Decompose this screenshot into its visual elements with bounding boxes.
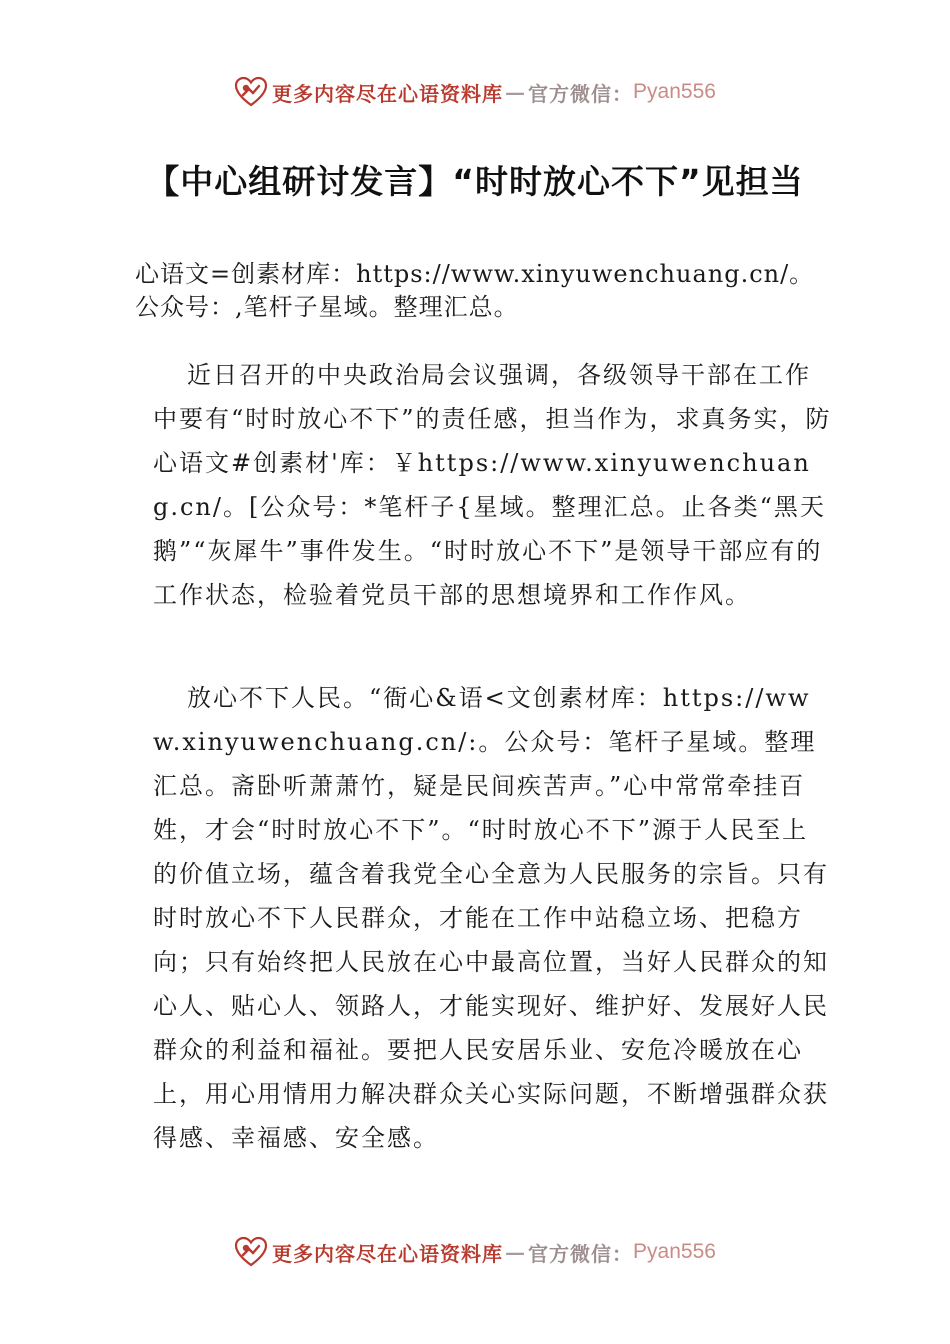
heart-logo-icon xyxy=(234,1235,268,1269)
paragraph-2: 放心不下人民。“衙心&语<文创素材库：https://www.xinyuwenchuang.cn/:。公众号：笔杆子星域。整理汇总。斋卧听萧萧竹，疑是民间疾苦声。”心中常常牵挂百姓，才会“时时放心不下”。“时时放心不下”源于人民至上的价值立场，蕴含着我党全心全意为人民服务的宗旨。只有时时放心不下人民群众，才能在工作中站稳立场、把稳方向；只有始终把人民放在心中最高位置，当好人民群众的知心人、贴心人、领路人，才能实现好、维护好、发展好人民群众的利益和福祉。要把人民安居乐业、安危冷暖放在心上，用心用情用力解决群众关心实际问题，不断增强群众获得感、幸福感、安全感。 xyxy=(153,684,829,1152)
heart-logo-icon xyxy=(234,75,268,109)
footer-banner xyxy=(0,1232,950,1272)
banner-wechat-label: 官方微信： xyxy=(528,81,634,106)
banner-dash: — xyxy=(505,80,527,104)
banner-wechat-label: 官方微信： xyxy=(528,1241,634,1266)
paragraph-1: 近日召开的中央政治局会议强调，各级领导干部在工作中要有“时时放心不下”的责任感，担当作为，求真务实，防心语文#创素材'库：￥https://www.xinyuwenchuang.cn/。[公众号：*笔杆子{星域。整理汇总。止各类“黑天鹅”“灰犀牛”事件发生。“时时放心不下”是领导干部应有的工作状态，检验着党员干部的思想境界和工作作风。 xyxy=(153,361,832,609)
banner-wechat-id: Pyan556 xyxy=(633,1240,716,1263)
banner-main-text: 更多内容尽在心语资料库 xyxy=(272,81,504,106)
document-title: 【中心组研讨发言】“时时放心不下”见担当 xyxy=(146,162,804,201)
banner-wechat-id: Pyan556 xyxy=(633,80,716,103)
source-line: 心语文=创素材库：https://www.xinyuwenchuang.cn/。公众号：,笔杆子星域。整理汇总。 xyxy=(135,260,815,321)
header-banner xyxy=(0,72,950,112)
banner-main-text: 更多内容尽在心语资料库 xyxy=(272,1241,504,1266)
banner-dash: — xyxy=(505,1240,527,1264)
